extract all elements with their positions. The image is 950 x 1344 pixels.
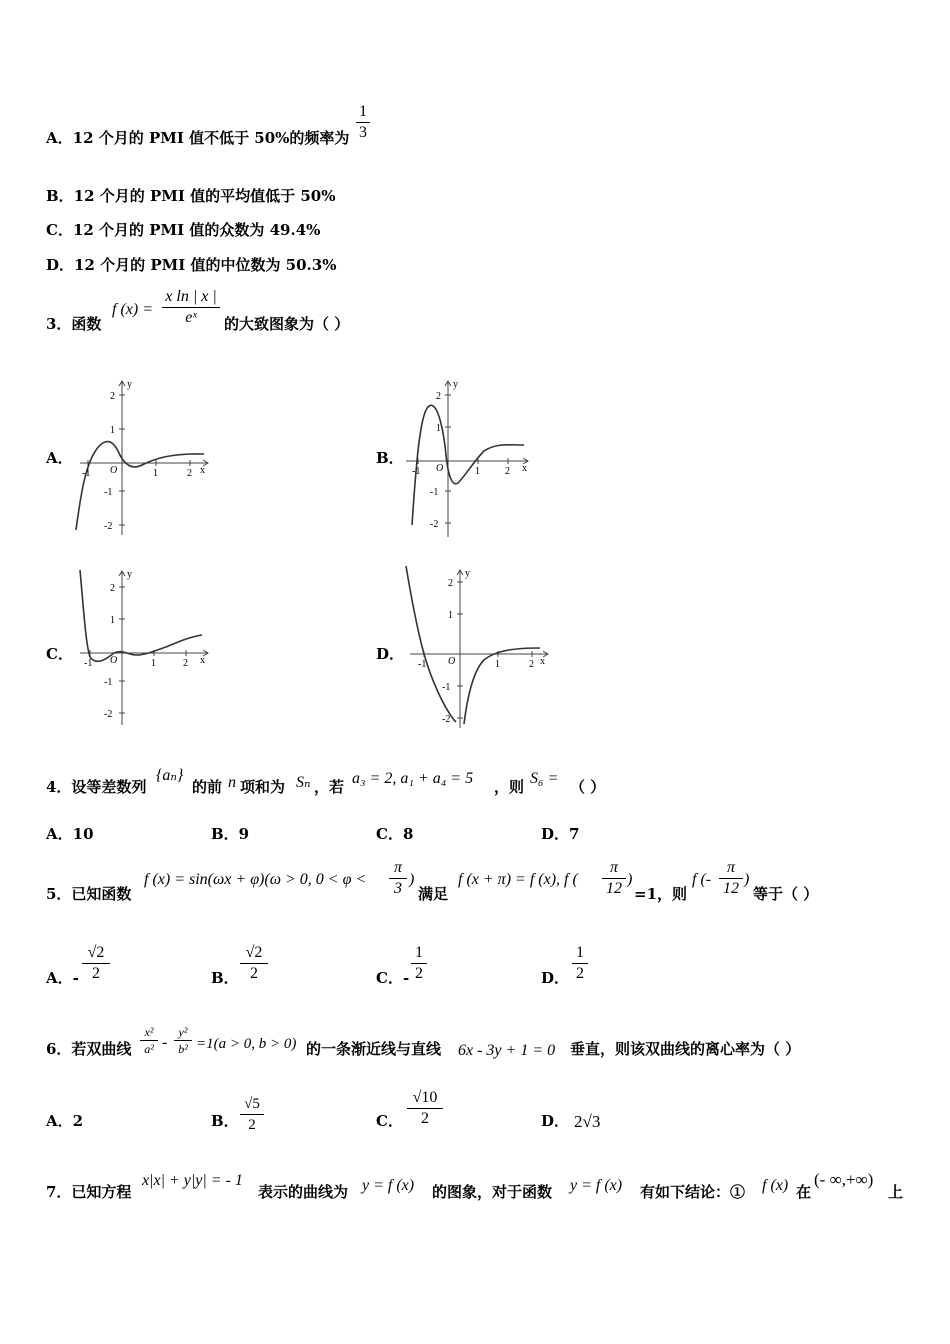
fraction-numerator: 1	[572, 943, 588, 964]
q4-option-b: B．9	[211, 825, 250, 843]
q5-option-c-label: C．-	[376, 969, 410, 987]
q6-option-b-fraction	[240, 1094, 264, 1135]
tick-label: 2	[448, 578, 453, 589]
q4-n: n	[228, 774, 236, 791]
q3-graph-b	[400, 375, 550, 544]
tick-label: -2	[104, 521, 113, 532]
tick-label: 1	[448, 610, 453, 621]
tick-label: 1	[495, 659, 500, 670]
q5-prefix: 5．已知函数	[46, 885, 132, 903]
q6-equation: =1(a > 0, b > 0)	[196, 1036, 297, 1052]
q4-option-a: A．10	[46, 825, 94, 843]
q5-option-b-fraction	[240, 943, 268, 984]
q3-option-a-label: A．	[46, 449, 73, 467]
q3-option-b-label: B．	[376, 449, 404, 467]
q7-text: 表示的曲线为	[258, 1183, 349, 1201]
tick-label: 1	[436, 423, 441, 434]
q6-fraction-x	[140, 1024, 158, 1057]
fraction-denominator: 12	[606, 880, 622, 897]
fraction-numerator: x²	[140, 1024, 158, 1041]
axis-label-y: y	[127, 379, 132, 390]
q6-text: 的一条渐近线与直线	[306, 1040, 442, 1058]
fraction-denominator: 2	[421, 1110, 429, 1127]
q2-option-a: A．12 个月的 PMI 值不低于 50%的频率为	[46, 129, 350, 147]
q7-equation: x|x| + y|y| = - 1	[142, 1172, 243, 1189]
tick-label: -1	[430, 487, 439, 498]
fraction-numerator: y²	[174, 1024, 192, 1041]
q7-interval: (- ∞,+∞)	[814, 1170, 874, 1189]
fraction-numerator: √2	[240, 943, 268, 964]
tick-label: -1	[442, 682, 451, 693]
q4-text: 项和为	[240, 778, 286, 796]
q7-text: 有如下结论：①	[640, 1183, 746, 1201]
fraction-numerator: x ln | x |	[162, 287, 220, 308]
curve	[80, 570, 202, 661]
q4-text: ，若	[314, 778, 345, 796]
fraction-denominator: b²	[178, 1042, 188, 1056]
q3-suffix: 的大致图象为（ ）	[224, 315, 350, 333]
q3-graph-a	[70, 375, 220, 544]
q5-option-d-label: D．	[541, 969, 570, 987]
tick-label: -1	[412, 466, 421, 477]
q7-function: y = f (x)	[570, 1177, 623, 1194]
tick-label: 2	[183, 658, 188, 669]
q6-option-c-label: C．	[376, 1112, 403, 1130]
origin-label: O	[448, 656, 456, 667]
q4-text: 的前	[192, 778, 223, 796]
fraction-numerator: 1	[411, 943, 427, 964]
q6-minus: -	[162, 1034, 168, 1051]
q3-graph-d	[400, 562, 555, 736]
tick-label: 2	[529, 659, 534, 670]
q5-ask-fraction	[719, 858, 743, 899]
q7-prefix: 7．已知方程	[46, 1183, 132, 1201]
tick-label: -1	[418, 659, 427, 670]
q5-text: =1，则	[634, 885, 688, 903]
q2-option-d: D．12 个月的 PMI 值的中位数为 50.3%	[46, 256, 337, 274]
q5-option-b-label: B．	[211, 969, 239, 987]
q6-option-d-value: 2√3	[574, 1112, 601, 1131]
axis-label-x: x	[540, 656, 545, 667]
tick-label: -2	[442, 714, 451, 725]
q7-curve: y = f (x)	[362, 1177, 415, 1194]
tick-label: 1	[151, 658, 156, 669]
tick-label: -1	[82, 468, 91, 479]
q5-condition-fraction	[602, 858, 626, 899]
axis-label-x: x	[522, 463, 527, 474]
q7-suffix: 上	[888, 1183, 904, 1201]
axis-label-x: x	[200, 465, 205, 476]
q6-option-d-label: D．	[541, 1112, 570, 1130]
curve	[76, 442, 204, 530]
tick-label: -1	[84, 658, 93, 669]
tick-label: -2	[430, 519, 439, 530]
q5-condition: f (x + π) = f (x), f (	[458, 871, 578, 888]
tick-label: -2	[104, 709, 113, 720]
fraction-numerator: √10	[407, 1088, 443, 1109]
axis-label-y: y	[453, 379, 458, 390]
q3-graph-c	[70, 565, 220, 734]
fraction-denominator: 2	[92, 965, 100, 982]
q4-suffix: （ ）	[570, 778, 606, 796]
q3-prefix: 3．函数	[46, 315, 102, 333]
fraction-numerator: π	[389, 858, 407, 879]
q6-suffix: 垂直，则该双曲线的离心率为（ ）	[570, 1040, 801, 1058]
q5-condition-close: )	[627, 871, 633, 888]
fraction-denominator: 12	[723, 880, 739, 897]
q4-condition: a₃ = 2, a₁ + a₄ = 5	[352, 770, 474, 787]
q7-fx: f (x)	[762, 1177, 789, 1194]
q4-option-c: C．8	[376, 825, 414, 843]
q3-option-d-label: D．	[376, 645, 405, 663]
tick-label: 2	[187, 468, 192, 479]
q4-sn: Sₙ	[296, 774, 311, 791]
origin-label: O	[110, 465, 118, 476]
tick-label: -1	[104, 677, 113, 688]
axis-label-y: y	[465, 568, 470, 579]
axis-label-y: y	[127, 569, 132, 580]
q2-option-c: C．12 个月的 PMI 值的众数为 49.4%	[46, 221, 321, 239]
tick-label: 2	[110, 391, 115, 402]
q5-option-a-label: A．-	[46, 969, 79, 987]
q4-sequence: {aₙ}	[156, 767, 184, 784]
q5-text: 满足	[418, 885, 449, 903]
fraction-denominator: 3	[359, 124, 367, 141]
tick-label: 2	[110, 583, 115, 594]
fraction-numerator: π	[602, 858, 626, 879]
q5-option-a-fraction	[82, 943, 110, 984]
q4-option-d: D．7	[541, 825, 580, 843]
tick-label: 1	[110, 425, 115, 436]
curve-left-branch	[406, 566, 456, 722]
fraction-numerator: √2	[82, 943, 110, 964]
q6-option-c-fraction	[407, 1088, 443, 1129]
fraction-denominator: 2	[250, 965, 258, 982]
q3-fx: f (x) =	[112, 301, 153, 318]
q2-option-a-fraction	[356, 102, 370, 143]
q4-text: ，则	[494, 778, 525, 796]
tick-label: 2	[505, 466, 510, 477]
q7-text: 的图象，对于函数	[432, 1183, 553, 1201]
q3-option-c-label: C．	[46, 645, 73, 663]
fraction-denominator: 2	[415, 965, 423, 982]
q3-function-fraction	[162, 287, 220, 328]
q5-option-c-fraction	[411, 943, 427, 984]
fraction-numerator: π	[719, 858, 743, 879]
q7-text: 在	[796, 1183, 812, 1201]
tick-label: 2	[436, 391, 441, 402]
q2-option-b: B．12 个月的 PMI 值的平均值低于 50%	[46, 187, 336, 205]
q5-function: f (x) = sin(ωx + φ)(ω > 0, 0 < φ <	[144, 871, 367, 888]
q5-ask: f (-	[692, 871, 712, 888]
tick-label: 1	[475, 466, 480, 477]
fraction-numerator: √5	[240, 1094, 264, 1115]
q5-option-d-fraction	[572, 943, 588, 984]
q6-line: 6x - 3y + 1 = 0	[458, 1042, 556, 1059]
fraction-denominator: 3	[394, 880, 402, 897]
fraction-denominator: 2	[248, 1117, 256, 1133]
tick-label: 1	[153, 468, 158, 479]
q4-prefix: 4．设等差数列	[46, 778, 147, 796]
tick-label: -1	[104, 487, 113, 498]
fraction-denominator: a²	[144, 1042, 154, 1056]
q5-suffix: 等于（ ）	[753, 885, 819, 903]
q5-function-fraction	[389, 858, 407, 899]
q6-fraction-y	[174, 1024, 192, 1057]
fraction-denominator: 2	[576, 965, 584, 982]
tick-label: 1	[110, 615, 115, 626]
fraction-numerator: 1	[356, 102, 370, 123]
q5-ask-close: )	[744, 871, 750, 888]
axis-label-x: x	[200, 655, 205, 666]
q6-prefix: 6．若双曲线	[46, 1040, 132, 1058]
q4-s6: S₆ =	[530, 770, 559, 787]
q6-option-b-label: B．	[211, 1112, 239, 1130]
fraction-denominator: eˣ	[185, 309, 197, 326]
origin-label: O	[110, 655, 118, 666]
q5-function-close: )	[409, 871, 415, 888]
q6-option-a: A．2	[46, 1112, 84, 1130]
origin-label: O	[436, 463, 444, 474]
